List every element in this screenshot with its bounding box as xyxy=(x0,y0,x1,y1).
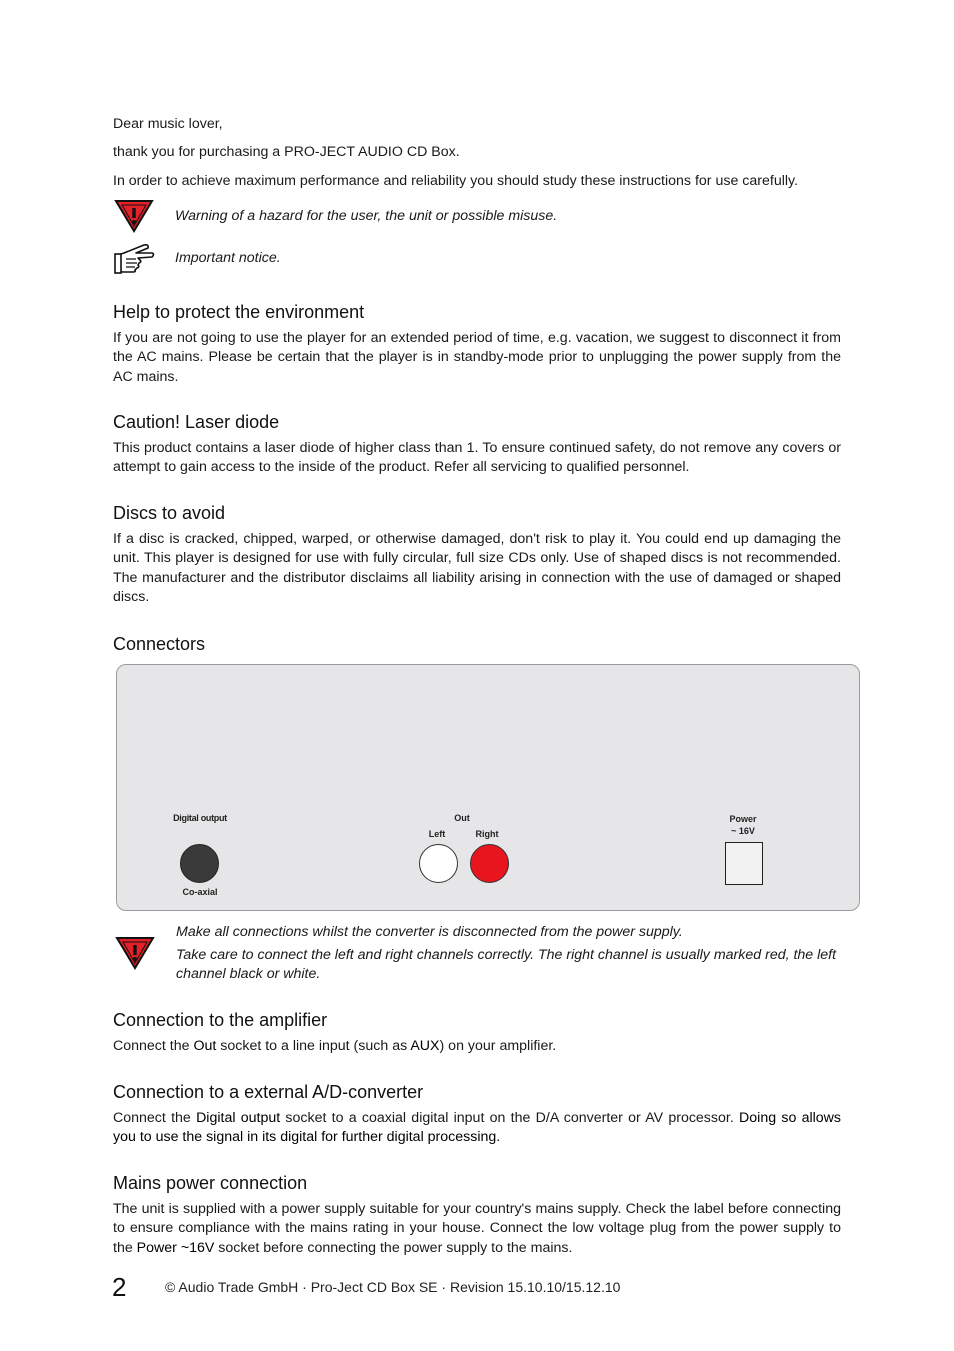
connection-warning-2: Take care to connect the left and right channels correctly. The right channel is usually marked red, the left channel black or white. xyxy=(176,947,837,983)
environment-heading: Help to protect the environment xyxy=(113,302,365,322)
instructions-line: In order to achieve maximum performance and reliability you should study these instructions for use carefully. xyxy=(113,173,799,189)
out-label: Out xyxy=(454,813,470,823)
discs-heading: Discs to avoid xyxy=(113,503,226,523)
connection-warning-1: Make all connections whilst the converter is disconnected from the power supply. xyxy=(176,924,683,940)
left-label: Left xyxy=(428,829,446,839)
footer-text: © Audio Trade GmbH · Pro-Ject CD Box SE · Revision 15.10.10/15.12.10 xyxy=(165,1279,621,1295)
coaxial-label: Co-axial xyxy=(182,887,218,897)
amplifier-heading: Connection to the amplifier xyxy=(113,1010,328,1030)
right-out-jack xyxy=(470,844,509,883)
mains-body: The unit is supplied with a power supply suitable for your country's mains supply. Check the label before connecting to ensure compliance with the mains rating in your house. Connect the low voltage plug from the power supply to the Power ~16V socket before connecting the power supply to the mains. xyxy=(113,1201,841,1256)
laser-heading: Caution! Laser diode xyxy=(113,412,280,432)
coaxial-jack xyxy=(180,844,219,883)
adconverter-body: Connect the Digital output socket to a coaxial digital input on the D/A converter or AV processor. Doing so allows you to use the signal in its digital for further digital processing. xyxy=(113,1110,842,1146)
warning-triangle-icon xyxy=(115,936,155,970)
amplifier-body: Connect the Out socket to a line input (such as AUX) on your amplifier. xyxy=(113,1038,557,1054)
environment-body: If you are not going to use the player for an extended period of time, e.g. vacation, we suggest to disconnect it from the AC mains. Please be certain that the player is in standby-mode prior to unplugging the power supply from the AC mains. xyxy=(113,330,841,385)
connectors-heading: Connectors xyxy=(113,634,206,654)
left-out-jack xyxy=(419,844,458,883)
adconverter-heading: Connection to a external A/D-converter xyxy=(113,1082,424,1102)
laser-body: This product contains a laser diode of higher class than 1. To ensure continued safety, do not remove any covers or attempt to gain access to the inside of the product. Refer all servicing to qualified personnel. xyxy=(113,440,841,476)
warning-legend: Warning of a hazard for the user, the unit or possible misuse. xyxy=(175,208,558,224)
voltage-label: ~ 16V xyxy=(731,826,755,836)
pointing-hand-icon xyxy=(114,241,156,275)
right-label: Right xyxy=(475,829,499,839)
page-number: 2 xyxy=(112,1272,127,1302)
discs-body: If a disc is cracked, chipped, warped, or otherwise damaged, don't risk to play it. You could end up damaging the unit. This player is designed for use with fully circular, full size CDs only. Use of shaped discs is not recommended. The manufacturer and the distributor disclaims all liability arising in connection with the use of damaged or shaped discs. xyxy=(113,531,841,605)
notice-legend: Important notice. xyxy=(175,250,281,266)
mains-heading: Mains power connection xyxy=(113,1173,308,1193)
power-socket xyxy=(725,842,763,885)
warning-triangle-icon xyxy=(114,199,154,233)
digital-output-label: Digital output xyxy=(173,813,227,823)
power-label: Power xyxy=(729,814,757,824)
rear-panel-diagram xyxy=(116,664,860,911)
greeting: Dear music lover, xyxy=(113,116,223,132)
thanks-line: thank you for purchasing a PRO-JECT AUDIO CD Box. xyxy=(113,144,460,160)
